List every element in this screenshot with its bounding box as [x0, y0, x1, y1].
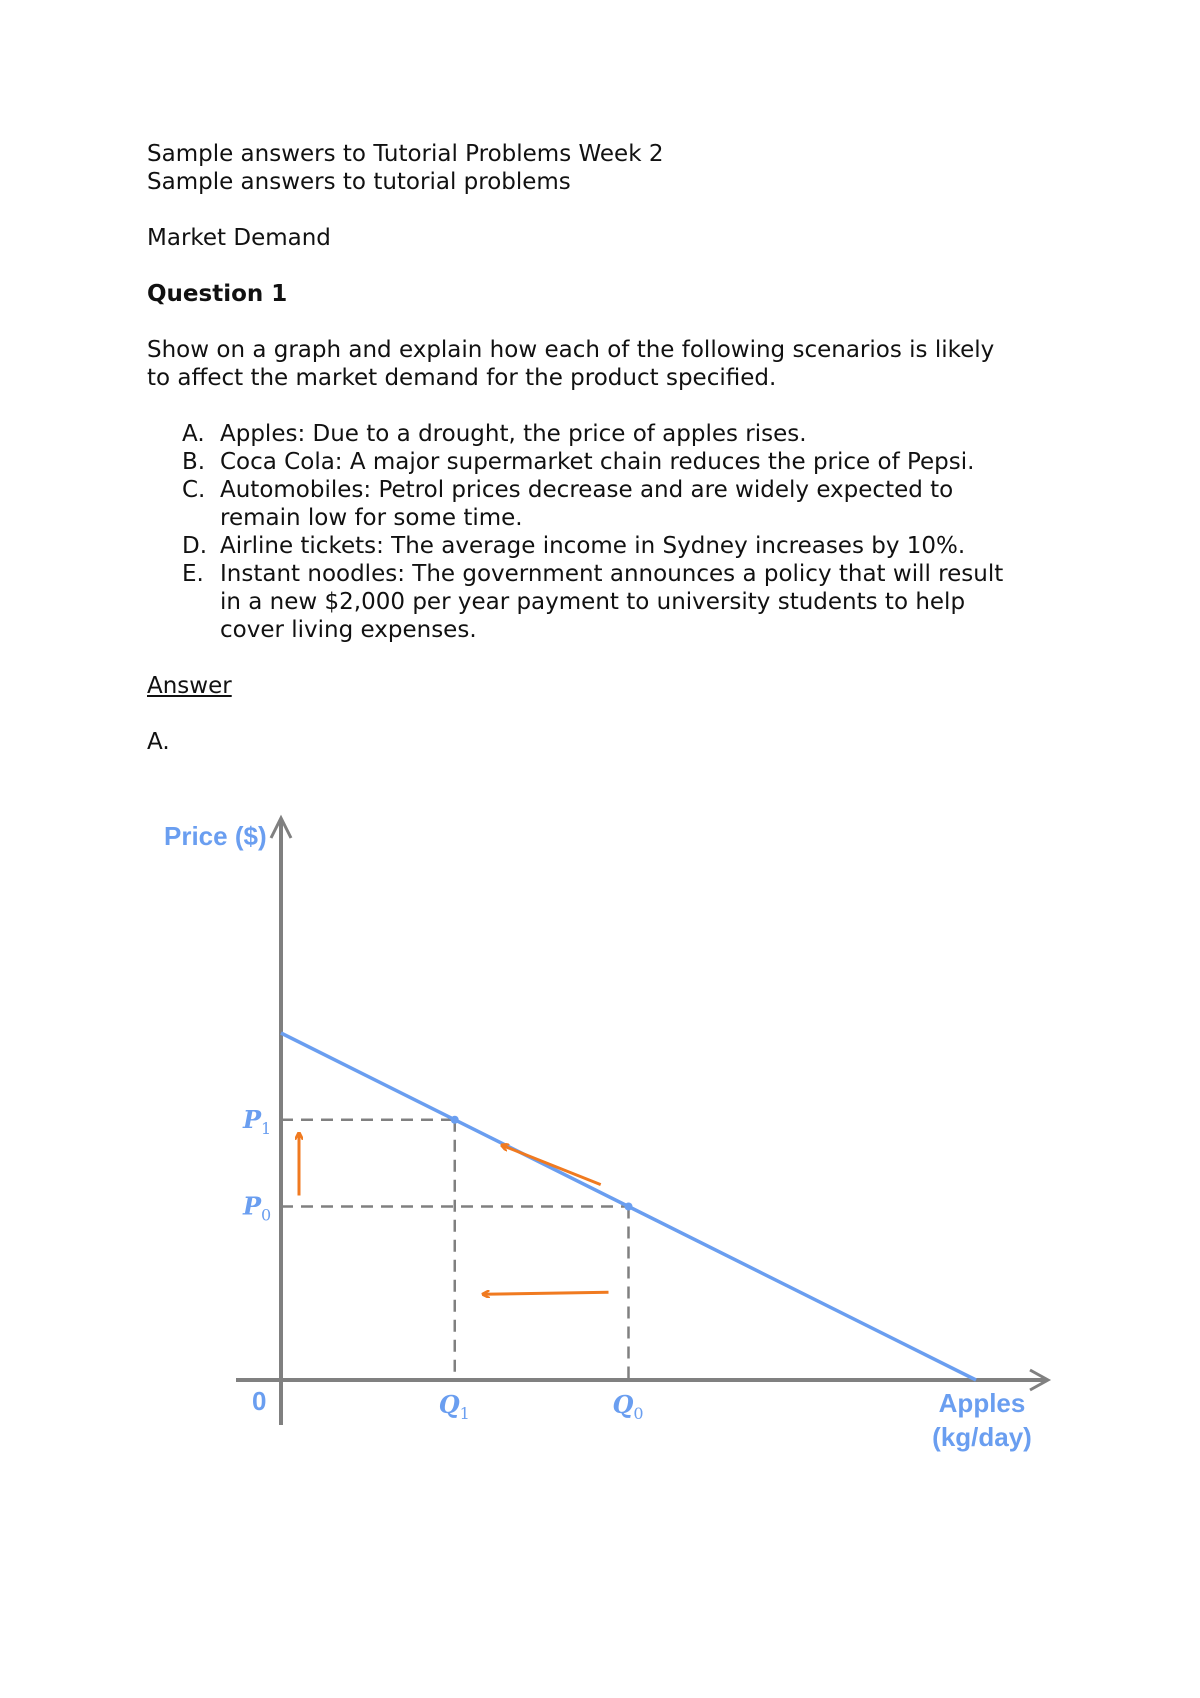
- scenario-text: Automobiles: Petrol prices decrease and are widely expected to: [220, 477, 954, 503]
- tick-labels: [242, 1105, 644, 1423]
- scenario-text: Coca Cola: A major supermarket chain reduces the price of Pepsi.: [220, 449, 975, 475]
- movement-along-curve-arrow: [502, 1145, 601, 1184]
- scenario-marker: E.: [182, 561, 204, 587]
- question-prompt-line-1: Show on a graph and explain how each of the following scenarios is likely: [147, 337, 995, 363]
- scenario-marker: A.: [182, 421, 205, 447]
- price-tick-label-initial: $P_0$: [243, 1191, 272, 1225]
- section-heading: Market Demand: [147, 225, 331, 251]
- guide-lines: [281, 1120, 629, 1380]
- scenario-text: Apples: Due to a drought, the price of apples rises.: [220, 421, 807, 447]
- price-tick-label-new: $P_1$: [243, 1104, 272, 1138]
- scenario-text: Instant noodles: The government announces a policy that will result: [220, 561, 1004, 587]
- scenario-marker: B.: [182, 449, 206, 475]
- point-new: [451, 1116, 459, 1124]
- scenario-marker: C.: [182, 477, 206, 503]
- price-axis-label: Price ($): [164, 821, 267, 851]
- scenario-text: in a new $2,000 per year payment to university students to help: [220, 589, 966, 615]
- question-heading: Question 1: [147, 281, 288, 307]
- point-initial: [625, 1203, 633, 1211]
- scenario-text: cover living expenses.: [220, 617, 477, 643]
- document-title: Sample answers to Tutorial Problems Week 2: [147, 141, 664, 167]
- scenario-text: remain low for some time.: [220, 505, 523, 531]
- quantity-tick-label-new: $Q_1$: [438, 1390, 470, 1423]
- scenario-marker: D.: [182, 533, 208, 559]
- answer-part-label: A.: [147, 729, 170, 755]
- scenario-text: Airline tickets: The average income in Sydney increases by 10%.: [220, 533, 966, 559]
- document-subtitle: Sample answers to tutorial problems: [147, 169, 571, 195]
- quantity-tick-label-initial: $Q_0$: [612, 1390, 644, 1423]
- quantity-axis-label-line-2: (kg/day): [932, 1422, 1032, 1452]
- question-prompt-line-2: to affect the market demand for the product specified.: [147, 365, 777, 391]
- quantity-axis-label-line-1: Apples: [938, 1388, 1026, 1418]
- answer-heading: Answer: [147, 673, 232, 699]
- origin-label: 0: [252, 1386, 267, 1416]
- quantity-decrease-arrow: [483, 1292, 609, 1294]
